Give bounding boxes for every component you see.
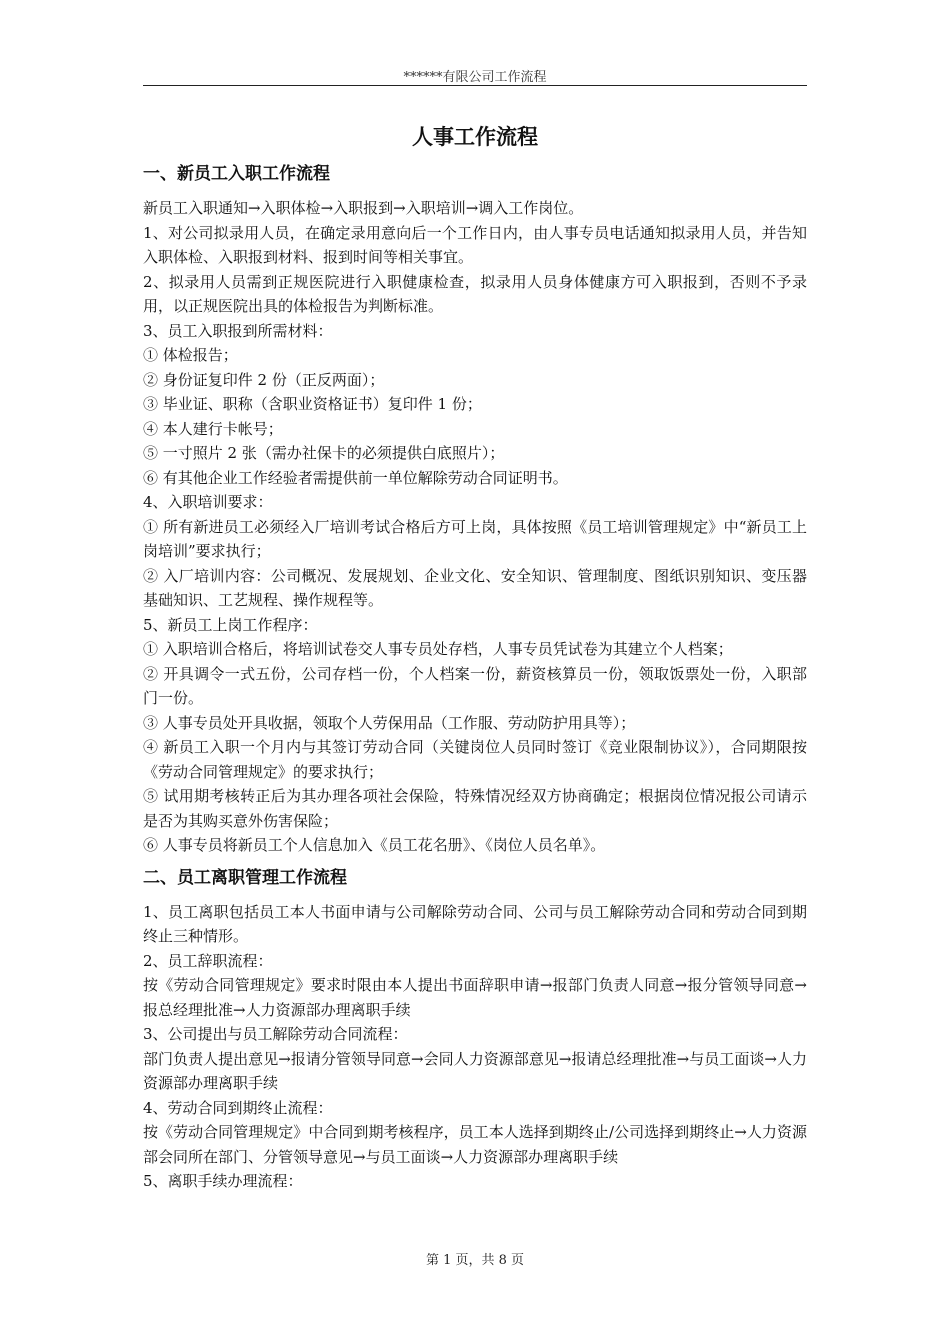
list-item: ② 开具调令一式五份，公司存档一份，个人档案一份，薪资核算员一份，领取饭票处一份，入职部门一份。 — [143, 664, 807, 707]
list-item: ① 体检报告； — [143, 346, 238, 364]
list-item: ⑥ 有其他企业工作经验者需提供前一单位解除劳动合同证明书。 — [143, 468, 568, 487]
running-header: ******有限公司工作流程 — [403, 70, 547, 85]
paragraph: 4、入职培训要求： — [143, 493, 273, 511]
document-title: 人事工作流程 — [412, 124, 538, 149]
paragraph: 1、对公司拟录用人员，在确定录用意向后一个工作日内，由人事专员电话通知拟录用人员，并告知入职体检、入职报到材料、报到时间等相关事宜。 — [143, 223, 807, 266]
list-item: ⑤ 试用期考核转正后为其办理各项社会保险，特殊情况经双方协商确定；根据岗位情况报公司请示是否为其购买意外伤害保险； — [143, 787, 807, 830]
paragraph: 5、新员工上岗工作程序： — [143, 615, 318, 634]
paragraph: 2、员工辞职流程： — [143, 951, 273, 970]
list-item: ② 入厂培训内容：公司概况、发展规划、企业文化、安全知识、管理制度、图纸识别知识、变压器基础知识、工艺规程、操作规程等。 — [143, 566, 807, 609]
paragraph: 3、公司提出与员工解除劳动合同流程： — [143, 1025, 408, 1043]
paragraph: 按《劳动合同管理规定》中合同到期考核程序，员工本人选择到期终止/公司选择到期终止→人力资源部会同所在部门、分管领导意见→与员工面谈→人力资源部办理离职手续 — [143, 1123, 807, 1166]
paragraph: 按《劳动合同管理规定》要求时限由本人提出书面辞职申请→报部门负责人同意→报分管领导同意→报总经理批准→人力资源部办理离职手续 — [143, 976, 807, 1019]
section-heading: 二、员工离职管理工作流程 — [143, 867, 347, 888]
paragraph: 部门负责人提出意见→报请分管领导同意→会同人力资源部意见→报请总经理批准→与员工面谈→人力资源部办理离职手续 — [143, 1049, 807, 1092]
paragraph: 1、员工离职包括员工本人书面申请与公司解除劳动合同、公司与员工解除劳动合同和劳动合同到期终止三种情形。 — [143, 902, 807, 945]
list-item: ② 身份证复印件 2 份（正反两面）； — [143, 370, 385, 389]
paragraph: 新员工入职通知→入职体检→入职报到→入职培训→调入工作岗位。 — [143, 199, 584, 217]
list-item: ① 入职培训合格后，将培训试卷交人事专员处存档，人事专员凭试卷为其建立个人档案； — [143, 640, 733, 658]
list-item: ③ 人事专员处开具收据，领取个人劳保用品（工作服、劳动防护用具等）； — [143, 713, 636, 732]
list-item: ① 所有新进员工必须经入厂培训考试合格后方可上岗，具体按照《员工培训管理规定》中“新员工上岗培训”要求执行； — [143, 517, 807, 560]
list-item: ③ 毕业证、职称（含职业资格证书）复印件 1 份； — [143, 395, 482, 413]
page-number-footer: 第 1 页，共 8 页 — [425, 1253, 525, 1268]
list-item: ⑤ 一寸照片 2 张（需办社保卡的必须提供白底照片）； — [143, 444, 505, 462]
paragraph: 4、劳动合同到期终止流程： — [143, 1098, 333, 1117]
paragraph: 2、拟录用人员需到正规医院进行入职健康检查，拟录用人员身体健康方可入职报到，否则不予录用，以正规医院出具的体检报告为判断标准。 — [143, 272, 807, 315]
section-resignation — [143, 862, 807, 1194]
list-item: ④ 本人建行卡帐号； — [143, 419, 283, 438]
list-item: ⑥ 人事专员将新员工个人信息加入《员工花名册》、《岗位人员名单》。 — [143, 836, 606, 854]
section-heading: 一、新员工入职工作流程 — [143, 164, 330, 184]
header-divider — [143, 85, 807, 86]
document-body — [143, 120, 807, 1194]
list-item: ④ 新员工入职一个月内与其签订劳动合同（关键岗位人员同时签订《竞业限制协议》），合同期限按《劳动合同管理规定》的要求执行； — [143, 738, 807, 781]
paragraph: 3、员工入职报到所需材料： — [143, 321, 333, 340]
section-onboarding — [143, 158, 807, 858]
paragraph: 5、离职手续办理流程： — [143, 1172, 303, 1190]
